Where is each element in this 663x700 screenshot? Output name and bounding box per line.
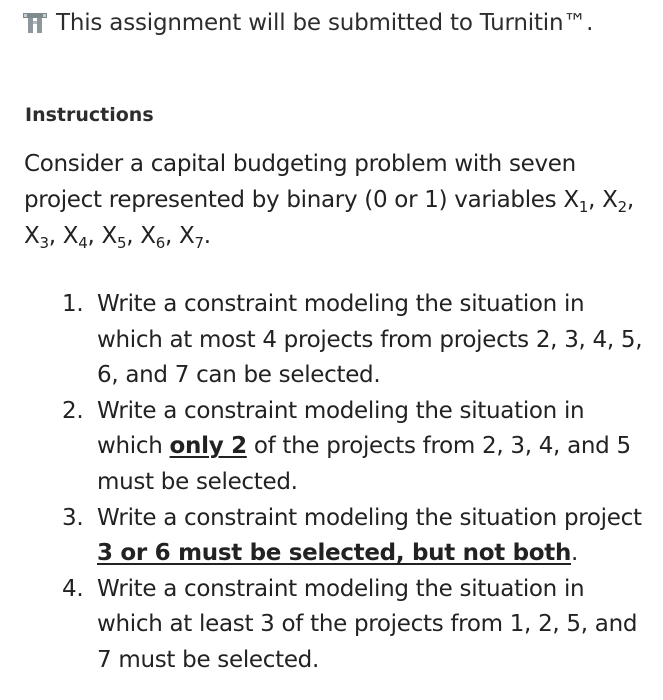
- question-emphasis: 3 or 6 must be selected, but not both: [97, 540, 572, 567]
- instructions-heading: Instructions: [25, 104, 154, 126]
- question-item: [60, 287, 650, 394]
- question-text: Write a constraint modeling the situation project: [97, 504, 642, 531]
- turnitin-notice-text: This assignment will be submitted to Turnitin™.: [56, 10, 594, 36]
- variable-x4: $X_4$,: [62, 223, 95, 252]
- question-list: [60, 287, 650, 679]
- question-number: 1.: [62, 291, 84, 317]
- question-number: 4.: [62, 575, 84, 602]
- variable-x1: $X_1$,: [563, 187, 596, 216]
- question-number: 3.: [62, 504, 84, 531]
- turnitin-icon: [22, 11, 48, 35]
- variable-x6: $X_6$,: [140, 223, 172, 252]
- variable-x5: $X_5$,: [101, 223, 134, 252]
- question-item: [60, 501, 650, 572]
- question-text: Write a constraint modeling the situation in which at most 4 projects from projects 2, 3, 4, 5, 6, and 7 can be selected.: [97, 291, 643, 389]
- question-text: of the projects from 2, 3, 4, and 5 must be selected.: [97, 433, 631, 495]
- question-text: .: [571, 540, 579, 567]
- question-item: [60, 572, 650, 679]
- question-item: [60, 394, 650, 501]
- question-text: Write a constraint modeling the situation in which: [97, 397, 585, 460]
- variable-x7: $X_7$.: [179, 223, 211, 252]
- variable-x2: $X_2$,: [602, 187, 634, 216]
- instructions-intro: [24, 146, 649, 254]
- intro-text: Consider a capital budgeting problem with seven project represented by binary (0 or 1) variables: [24, 151, 576, 213]
- question-text: Write a constraint modeling the situation in which at least 3 of the projects from 1, 2, 5, and 7 must be selected.: [97, 575, 638, 673]
- question-emphasis: only 2: [169, 433, 247, 460]
- turnitin-notice: [22, 10, 593, 36]
- question-number: 2.: [62, 397, 84, 424]
- variable-x3: $X_3$,: [24, 223, 56, 252]
